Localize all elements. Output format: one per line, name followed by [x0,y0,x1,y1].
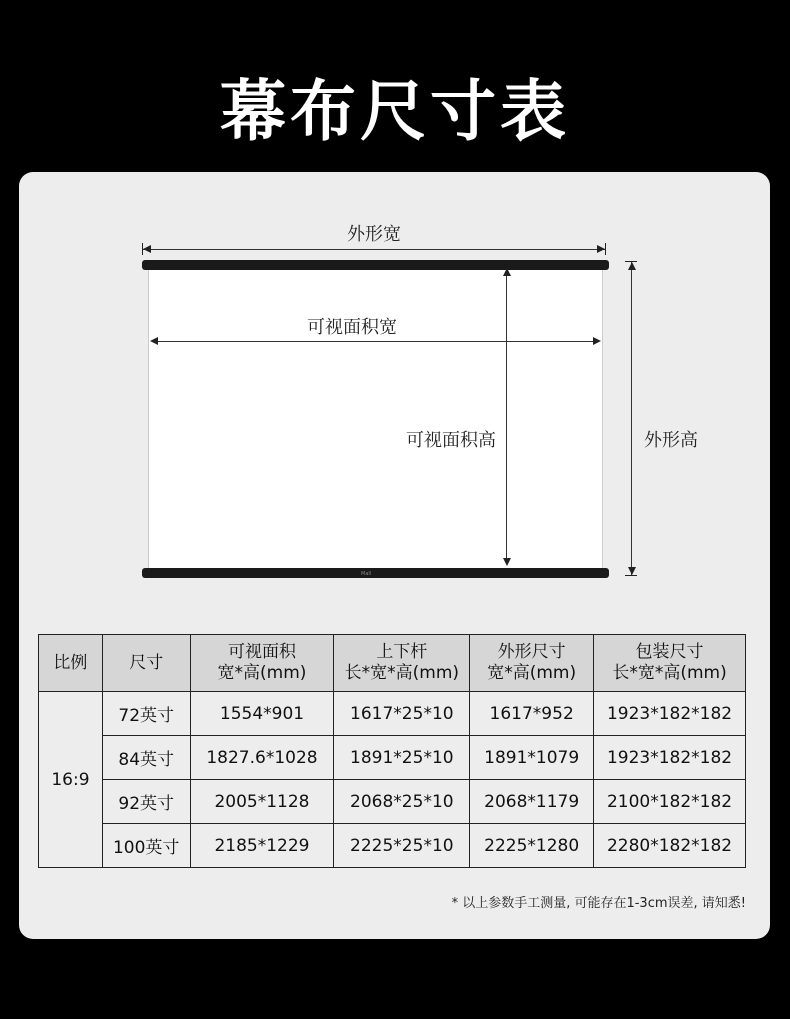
arrow-down-icon [628,567,636,575]
view-width-label: 可视面积宽 [307,317,397,338]
header-line: 外形尺寸 [497,642,566,662]
header-rod [334,635,470,692]
pack-cell: 1923*182*182 [594,692,746,736]
outer-cell: 2225*1280 [470,824,594,868]
header-size: 尺寸 [102,635,190,692]
outer-cell: 2068*1179 [470,780,594,824]
outer-height-label: 外形高 [644,430,698,451]
header-line: 上下杆 [376,642,428,662]
rod-cell: 1617*25*10 [334,692,470,736]
rod-cell: 2068*25*10 [334,780,470,824]
arrow-left-icon [150,337,158,345]
view-height-line [506,270,507,564]
view-cell: 2005*1128 [190,780,334,824]
outer-width-tick-right [605,243,606,255]
header-line: 长*宽*高(mm) [344,663,460,683]
view-width-line [152,341,599,342]
arrow-down-icon [503,558,511,566]
header-ratio: 比例 [39,635,103,692]
header-line: 可视面积 [227,642,296,662]
arrow-right-icon [597,245,605,253]
pack-cell: 1923*182*182 [594,736,746,780]
footnote: * 以上参数手工测量, 可能存在1-3cm误差, 请知悉! [451,896,746,911]
rod-cell: 2225*25*10 [334,824,470,868]
top-rod [142,260,609,270]
header-line: 宽*高(mm) [217,663,307,683]
view-cell: 2185*1229 [190,824,334,868]
header-package-size [594,635,746,692]
table-row [39,824,746,868]
bottom-rod [142,568,609,578]
view-cell: 1554*901 [190,692,334,736]
outer-height-line [631,262,632,575]
header-line: 包装尺寸 [635,642,704,662]
table-row [39,692,746,736]
rod-cell: 1891*25*10 [334,736,470,780]
outer-width-line [143,249,605,250]
header-line: 长*宽*高(mm) [612,663,727,683]
arrow-up-icon [503,268,511,276]
outer-height-tick-bottom [625,575,637,576]
outer-cell: 1891*1079 [470,736,594,780]
pack-cell: 2280*182*182 [594,824,746,868]
table-header-row [39,635,746,692]
page-title: 幕布尺寸表 [220,73,570,150]
arrow-left-icon [143,245,151,253]
size-table [38,634,746,868]
pack-cell: 2100*182*182 [594,780,746,824]
size-cell: 72英寸 [102,692,190,736]
ratio-cell: 16:9 [39,692,103,868]
outer-cell: 1617*952 [470,692,594,736]
brand-logo: Mall [361,571,372,577]
header-outer-size [470,635,594,692]
header-line: 宽*高(mm) [487,663,577,683]
table-row [39,780,746,824]
size-cell: 100英寸 [102,824,190,868]
arrow-up-icon [628,262,636,270]
header-view-area [190,635,334,692]
size-cell: 92英寸 [102,780,190,824]
view-height-label: 可视面积高 [406,430,496,451]
table-row [39,736,746,780]
size-card [19,172,770,939]
outer-width-label: 外形宽 [347,224,401,245]
size-cell: 84英寸 [102,736,190,780]
view-cell: 1827.6*1028 [190,736,334,780]
arrow-right-icon [593,337,601,345]
